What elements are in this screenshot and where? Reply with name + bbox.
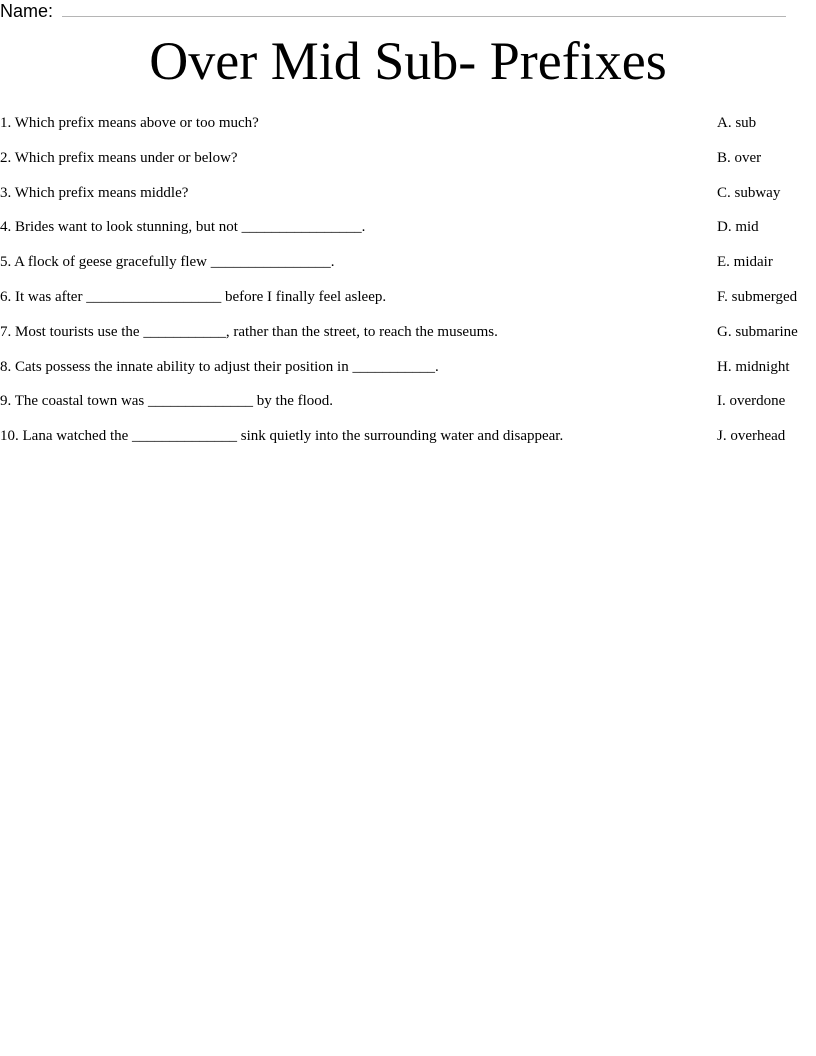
question-row: [0, 356, 816, 391]
question-row: [0, 321, 816, 356]
answer-choice: A. sub: [717, 115, 757, 131]
name-label: Name:: [0, 1, 54, 21]
name-field: [0, 0, 790, 22]
answer-choice: E. midair: [717, 254, 773, 271]
question-text: 2. Which prefix means under or below?: [0, 149, 238, 166]
question-row: [0, 182, 816, 217]
answer-choice: D. mid: [717, 219, 759, 236]
answer-choice: G. submarine: [717, 323, 798, 340]
question-row: [0, 251, 816, 286]
answer-choice: B. over: [717, 149, 762, 166]
worksheet-title: Over Mid Sub- Prefixes: [149, 31, 667, 91]
question-row: [0, 286, 816, 321]
question-text: 10. Lana watched the ______________ sink quietly into the surrounding water and disappear.: [0, 428, 564, 445]
question-text: 5. A flock of geese gracefully flew ________________.: [0, 254, 335, 271]
question-row: [0, 390, 816, 425]
answer-choice: I. overdone: [717, 393, 786, 410]
answer-choice: C. subway: [717, 184, 781, 201]
question-text: 8. Cats possess the innate ability to adjust their position in ___________.: [0, 358, 439, 375]
question-text: 9. The coastal town was ______________ by the flood.: [0, 393, 334, 410]
question-text: 6. It was after __________________ before I finally feel asleep.: [0, 288, 387, 305]
question-text: 3. Which prefix means middle?: [0, 184, 189, 201]
question-text: 1. Which prefix means above or too much?: [0, 115, 259, 131]
answer-choice: F. submerged: [717, 288, 798, 305]
question-list: [0, 112, 816, 460]
question-row: [0, 147, 816, 182]
answer-choice: J. overhead: [717, 428, 786, 445]
name-underline[interactable]: [62, 16, 786, 17]
question-text: 4. Brides want to look stunning, but not ________________.: [0, 219, 366, 236]
question-row: [0, 425, 816, 460]
answer-choice: H. midnight: [717, 358, 790, 375]
question-row: [0, 216, 816, 251]
question-text: 7. Most tourists use the ___________, rather than the street, to reach the museums.: [0, 323, 498, 340]
question-row: [0, 112, 816, 147]
